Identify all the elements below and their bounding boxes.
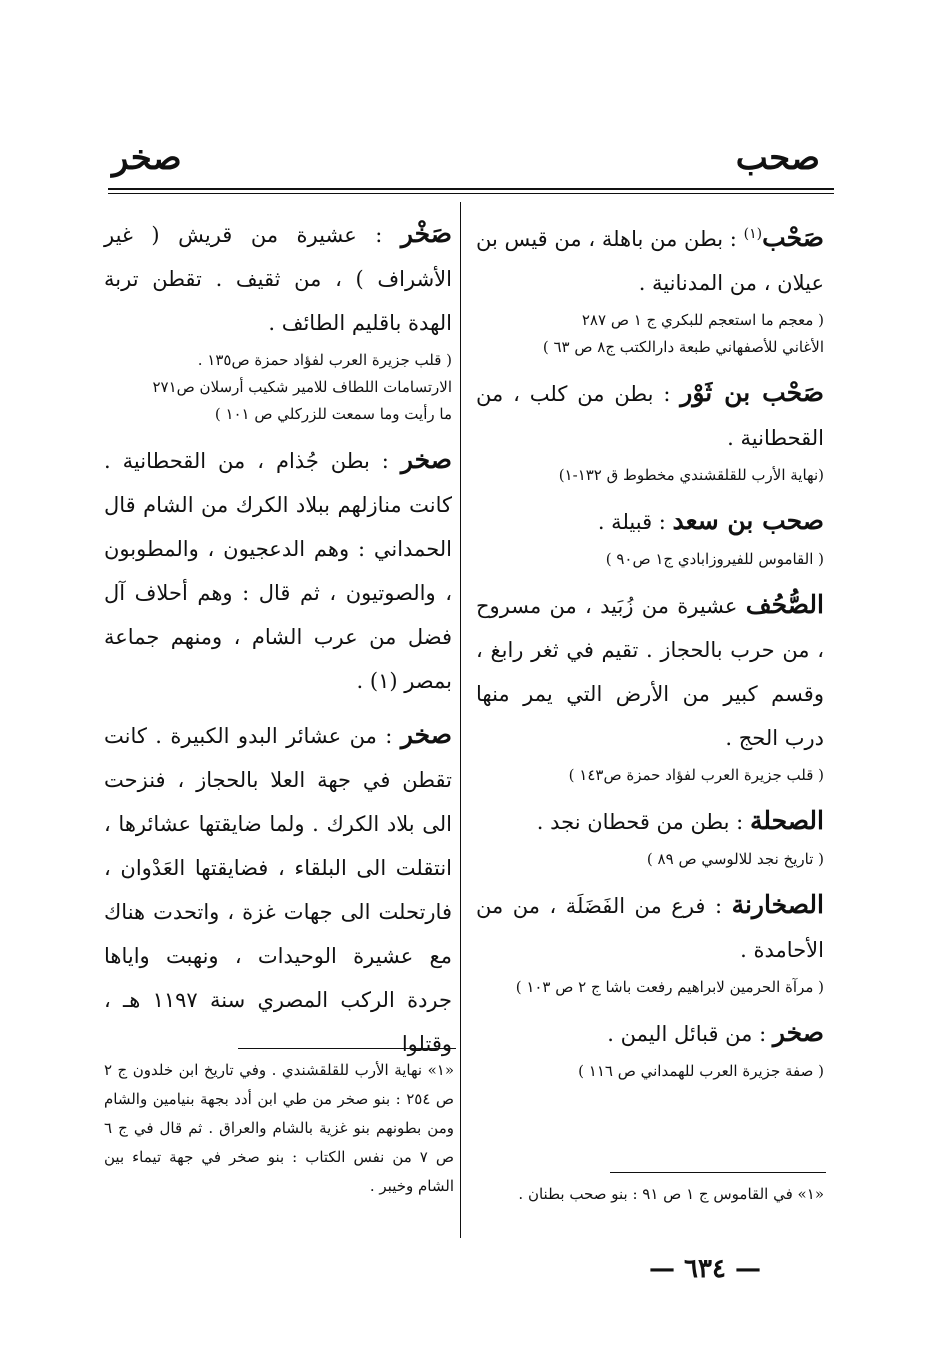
- header-rule-thin: [108, 193, 834, 194]
- entry-term: صخر: [772, 1018, 824, 1047]
- entry-term: صَخْر: [400, 219, 452, 248]
- entry-term: صَحْب: [762, 223, 824, 252]
- footnote-rule: [238, 1048, 456, 1049]
- entry-source: الأغاني للأصفهاني طبعة دارالكتب ج٨ ص ٦٣ ): [542, 338, 824, 356]
- footnote-rule: [610, 1172, 826, 1173]
- entry: [476, 799, 824, 844]
- entry-text: : بطن من باهلة ، من قيس بن عيلان ، من المدنانية .: [476, 227, 824, 295]
- entry-term: الصُّحُف: [745, 590, 824, 619]
- left-footnote: [104, 1056, 454, 1201]
- entry-source: ( قلب جزيرة العرب لفؤاد حمزة ص١٤٣ ): [568, 766, 824, 784]
- entry-source: ( صفة جزيرة العرب للهمداني ص ١١٦ ): [578, 1062, 824, 1080]
- entry-text: عشيرة من زُبَيد ، من مسروح ، من حرب بالحجاز . تقيم في ثغر رابغ ، وقسم كبير من الأرض التي يمر منها درب الحج .: [476, 594, 824, 750]
- entry-term: صخر: [400, 720, 452, 749]
- entry-term: صخر: [400, 445, 452, 474]
- entry-source: ( القاموس للفيروزابادي ج١ ص٩٠ ): [605, 550, 824, 568]
- entry-term: الصحلة: [749, 806, 824, 835]
- column-divider: [460, 202, 461, 1238]
- entry: [476, 212, 824, 305]
- entry-text: : فرع من الفَضَلَة ، من من الأحامدة .: [476, 894, 824, 962]
- footnote-text: «١» في القاموس ج ١ ص ٩١ : بنو صحب بطنان .: [518, 1185, 824, 1203]
- entry-source: ( قلب جزيرة العرب لفؤاد حمزة ص١٣٥ .: [197, 351, 452, 369]
- entry-source: الارتسامات اللطاف للامير شكيب أرسلان ص٢٧١: [152, 378, 452, 396]
- entry: [476, 883, 824, 972]
- entry-term: صحب بن سعد: [672, 506, 824, 535]
- left-column: [104, 208, 452, 1066]
- header-rule: [108, 188, 834, 190]
- entry-source: (نهاية الأرب للقلقشندي مخطوط ق ١٣٢-١): [558, 466, 824, 484]
- entry: [476, 499, 824, 544]
- entry-text: : من عشائر البدو الكبيرة . كانت تقطن في جهة العلا بالحجاز ، فنزحت الى بلاد الكرك . ولما ضايقتها عشائرها ، انتقلت الى البلقاء ، فضايقتها العَدْوان ، فارتحلت الى جهات غزة ، واتحدت هناك مع عشيرة الوحيدات ، ونهبت واياها جردة الركب المصري سنة ١١٩٧ هـ ، وقتلوا: [104, 724, 452, 1056]
- footnote-text: «١» نهاية الأرب للقلقشندي . وفي تاريخ ابن خلدون ج ٢ ص ٢٥٤ : بنو صخر من طي ابن أدد بجهة بنيامين والشام ومن بطونهم بنو غزية بالشام والعراق . ثم قال في ج ٦ ص ٧ من نفس الكتاب : بنو صخر في جهة تيماء بين الشام وخيبر .: [104, 1061, 455, 1195]
- entry-source: ( تاريخ نجد للالوسي ص ٨٩ ): [646, 850, 824, 868]
- page-number: — ٦٣٤ —: [648, 1254, 762, 1284]
- entry-text: : بطن جُذام ، من القحطانية . كانت منازلهم ببلاد الكرك من الشام قال الحمداني : وهم الدعجيون ، والمطوبون ، والصوتيون ، ثم قال : وهم أحلاف آل فضل من عرب الشام ، ومنهم جماعة بمصر (١) .: [104, 449, 452, 693]
- entry-text: : بطن من قحطان نجد .: [536, 810, 744, 834]
- spacer: [104, 703, 452, 713]
- footnote-marker: (١): [743, 226, 763, 242]
- right-footnote: [476, 1180, 824, 1209]
- running-header-right: صحب: [735, 138, 820, 178]
- entry: [104, 212, 452, 345]
- entry-text: : بطن من كلب ، من القحطانية .: [476, 382, 824, 450]
- entry-text: : قبيلة .: [597, 510, 666, 534]
- entry-text: : عشيرة من قريش ( غير الأشراف ) ، من ثقيف . تقطن تربة الهدة باقليم الطائف .: [104, 223, 452, 335]
- right-column: [476, 208, 824, 1095]
- entry: [476, 583, 824, 760]
- entry: [476, 1011, 824, 1056]
- entry-text: : من قبائل اليمن .: [607, 1022, 767, 1046]
- entry-term: صَحْب بن ثَوْر: [680, 378, 824, 407]
- entry-term: الصخارنة: [731, 890, 824, 919]
- entry: [104, 713, 452, 1066]
- running-header-left: صخر: [112, 138, 182, 178]
- entry: [476, 371, 824, 460]
- entry-source: ( معجم ما استعجم للبكري ج ١ ص ٢٨٧: [581, 311, 824, 329]
- entry: [104, 438, 452, 703]
- entry-source: ما رأيت وما سمعت للزركلي ص ١٠١ ): [214, 405, 452, 423]
- entry-source: ( مرآة الحرمين لابراهيم رفعت باشا ج ٢ ص ١٠٣ ): [515, 978, 824, 996]
